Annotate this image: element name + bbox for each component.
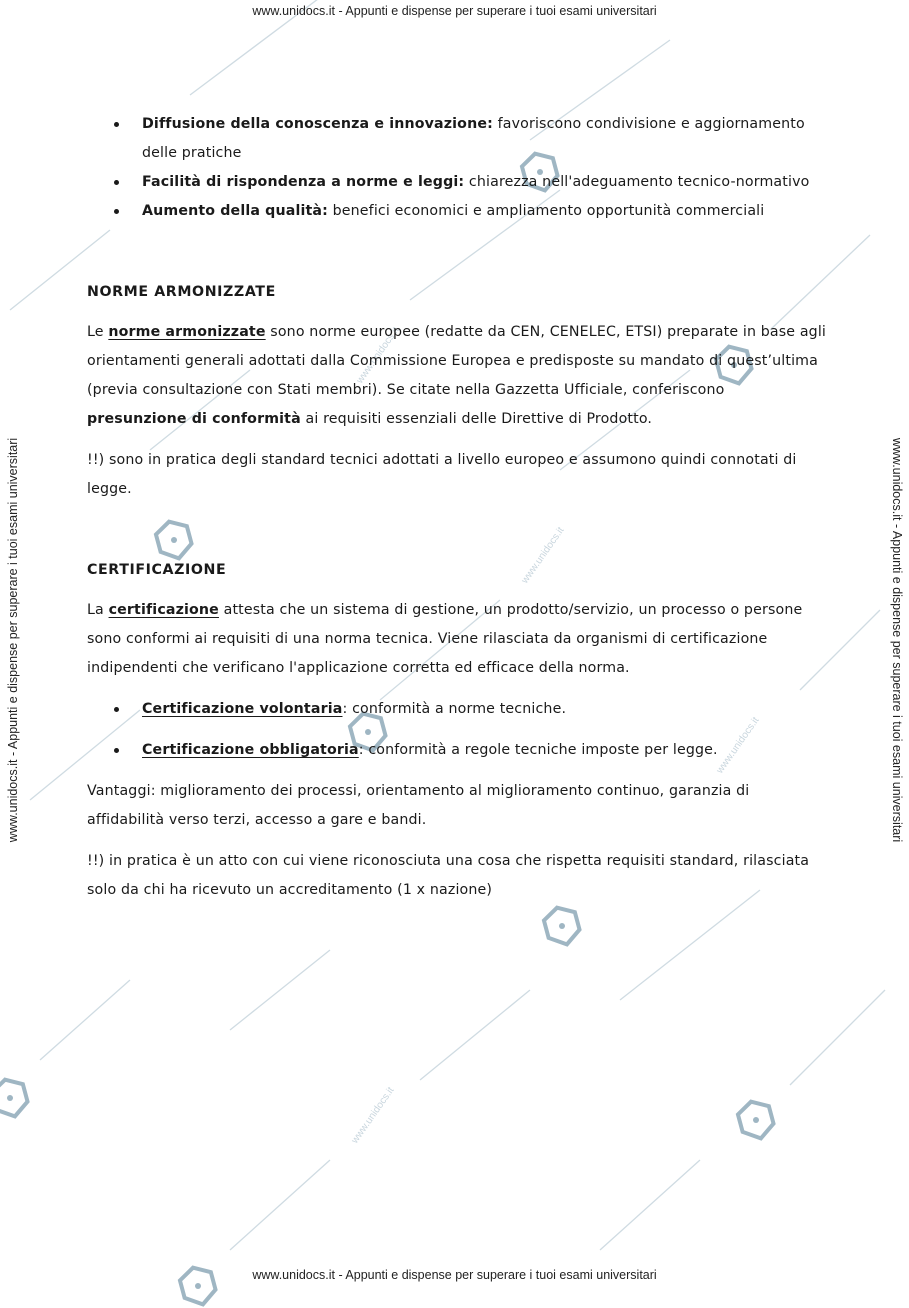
list-item [87,695,827,724]
small-watermark: www.unidocs.it [714,715,762,776]
left-side-watermark: www.unidocs.it - Appunti e dispense per superare i tuoi esami universitari [6,437,20,843]
unidocs-logo-icon [734,1098,778,1142]
document-body [87,110,827,905]
small-watermark: www.unidocs.it [349,1085,397,1146]
norme-paragraph [87,318,827,434]
header-watermark: www.unidocs.it - Appunti e dispense per superare i tuoi esami universitari [252,4,657,18]
list-item [87,168,827,197]
text-span: Le [87,324,109,340]
certificazione-note: !!) in pratica è un atto con cui viene riconosciuta una cosa che rispetta requisiti standard, rilasciata solo da chi ha ricevuto un accreditamento (1 x nazione) [87,853,810,898]
small-watermark: www.unidocs.it [354,325,402,386]
unidocs-logo-icon [540,904,584,948]
text-span: attesta che un sistema di gestione, un prodotto/servizio, un processo o persone sono conformi ai requisiti di una norma tecnica. Viene rilasciata da organismi di certificazione indipendenti che verificano l'applicazione corretta ed efficace della norma. [87,602,803,676]
bullet-title: Diffusione della conoscenza e innovazione: [142,116,493,132]
norme-note: !!) sono in pratica degli standard tecnici adottati a livello europeo e assumono quindi connotati di legge. [87,452,797,497]
bullet-title: Aumento della qualità: [142,203,328,219]
text-span: ai requisiti essenziali delle Direttive di Prodotto. [300,411,653,427]
text-span: La [87,602,109,618]
bullet-term: Certificazione volontaria [142,701,343,717]
vantaggi-paragraph: Vantaggi: miglioramento dei processi, orientamento al miglioramento continuo, garanzia di affidabilità verso terzi, accesso a gare e bandi. [87,783,750,828]
bullet-text: chiarezza nell'adeguamento tecnico-normativo [464,174,810,190]
bullet-text: : conformità a norme tecniche. [342,701,567,717]
bullet-title: Facilità di rispondenza a norme e leggi: [142,174,465,190]
unidocs-logo-icon [0,1076,32,1120]
section-heading-certificazione: CERTIFICAZIONE [87,562,227,578]
term-norme-armonizzate: norme armonizzate [108,324,266,340]
bullet-text: : conformità a regole tecniche imposte per legge. [358,742,718,758]
term-presunzione: presunzione di conformità [87,411,301,427]
certificazione-bullet-list [87,695,827,765]
bullet-term: Certificazione obbligatoria [142,742,359,758]
list-item [87,197,827,226]
bullet-text: benefici economici e ampliamento opportunità commerciali [327,203,765,219]
certificazione-paragraph [87,596,827,683]
intro-bullet-list [87,110,827,226]
list-item [87,736,827,765]
text-span: sono norme europee (redatte da CEN, CENELEC, ETSI) preparate in base agli orientamenti generali adottati dalla Commissione Europea e predisposte su mandato di quest’ultima (previa consultazione con Stati membri). Se citate nella Gazzetta Ufficiale, conferiscono [87,324,827,398]
section-heading-norme: NORME ARMONIZZATE [87,284,276,300]
footer-watermark: www.unidocs.it - Appunti e dispense per superare i tuoi esami universitari [252,1268,657,1282]
right-side-watermark: www.unidocs.it - Appunti e dispense per superare i tuoi esami universitari [890,437,904,843]
list-item [87,110,827,168]
bullet-text: favoriscono condivisione e aggiornamento delle pratiche [142,116,805,161]
small-watermark: www.unidocs.it [519,525,567,586]
term-certificazione: certificazione [108,602,219,618]
